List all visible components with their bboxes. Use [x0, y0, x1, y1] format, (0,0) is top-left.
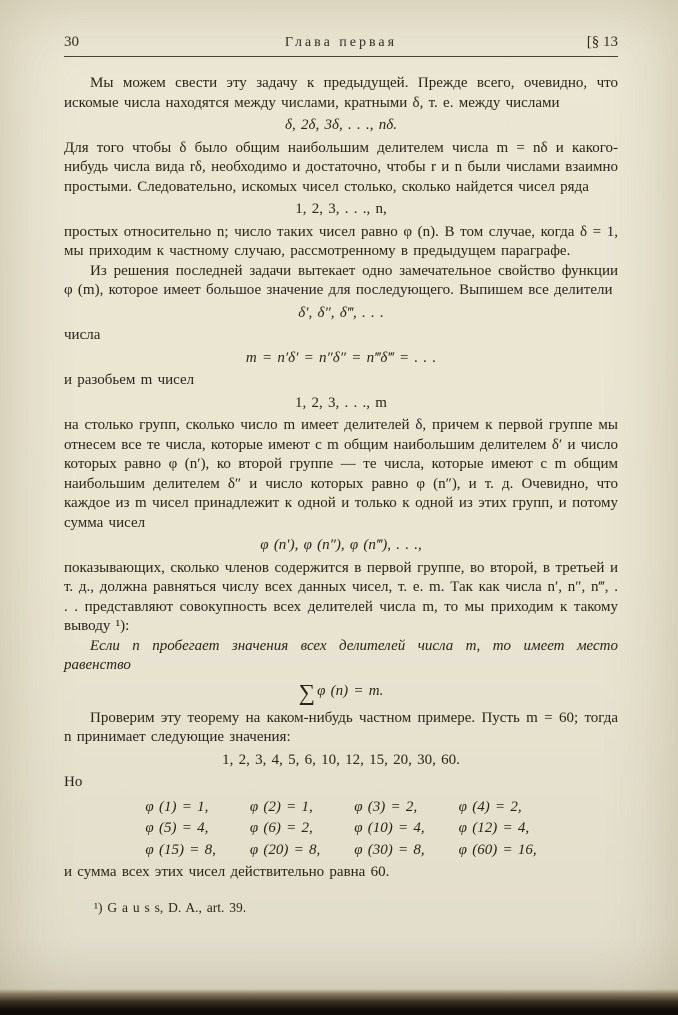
- phi-value-cell: φ (5) = 4,: [145, 820, 209, 836]
- page-bottom-shadow: [0, 989, 678, 1015]
- paragraph-sum-equals-m: показывающих, сколько членов содержится в первой группе, во второй, в третьей и т. д., должна равняться числу всех данных чисел, т. е. m. Так как числа n′, n″, n‴, . . . представляют совокупность всех делителей числа m, то мы приходим к такому выводу ¹):: [64, 559, 618, 634]
- sum-phi-expression: φ (n) = m.: [317, 683, 384, 700]
- footnote-gauss: ¹) G a u s s, D. A., art. 39.: [94, 899, 247, 915]
- paragraph-coprime-count: простых относительно n; число таких чисел равно φ (n). В том случае, когда δ = 1, мы приходим к частному случаю, рассмотренному в предыдущем параграфе.: [64, 223, 618, 259]
- phi-value-cell: φ (6) = 2,: [249, 820, 313, 836]
- phi-value-cell: φ (1) = 1,: [145, 798, 209, 815]
- page-content: [64, 34, 618, 917]
- header-rule: [64, 56, 618, 57]
- phi-table-row: [128, 818, 553, 840]
- running-title: Глава первая: [284, 35, 398, 50]
- paragraph-conclusion: и сумма всех этих чисел действительно равна 60.: [64, 864, 390, 880]
- phi-table-row: [128, 797, 553, 819]
- paragraph-intro: Мы можем свести эту задачу к предыдущей. Прежде всего, очевидно, что искомые числа находятся между числами, кратными δ, т. е. между числами: [64, 75, 618, 111]
- theorem-statement: Если n пробегает значения всех делителей числа m, то имеет место равенство: [64, 637, 618, 673]
- formula-divisors-of-60: 1, 2, 3, 4, 5, 6, 10, 12, 15, 20, 30, 60.: [222, 751, 460, 768]
- phi-value-cell: φ (20) = 8,: [249, 841, 321, 858]
- phi-value-cell: φ (10) = 4,: [354, 820, 425, 836]
- paragraph-property-intro: Из решения последней задачи вытекает одно замечательное свойство функции φ (m), которое имеет большое значение для последующего. Выпишем все делители: [64, 262, 618, 298]
- page-number: 30: [64, 34, 79, 50]
- formula-divisors-list: δ′, δ″, δ‴, . . .: [298, 304, 384, 321]
- body-text: [64, 74, 618, 917]
- phi-value-cell: φ (4) = 2,: [458, 798, 522, 815]
- formula-number-row-m: 1, 2, 3, . . ., m: [295, 394, 387, 411]
- phi-value-cell: φ (30) = 8,: [354, 841, 425, 858]
- phi-value-cell: φ (3) = 2,: [354, 798, 418, 815]
- formula-m-decomposition: m = n′δ′ = n″δ″ = n‴δ‴ = . . .: [245, 349, 437, 366]
- phi-values-table: [128, 797, 553, 862]
- paragraph-gcd-condition: Для того чтобы δ было общим наибольшим делителем числа m = nδ и какого-нибудь числа вида rδ, необходимо и достаточно, чтобы r и n были числами взаимно простыми. Следовательно, искомых чисел столько, сколько найдется чисел ряда: [64, 139, 618, 195]
- section-reference: [§ 13: [586, 34, 618, 50]
- phi-value-cell: φ (2) = 1,: [249, 798, 313, 815]
- formula-phi-series: φ (n′), φ (n″), φ (n‴), . . .,: [260, 537, 422, 553]
- phi-value-cell: φ (15) = 8,: [145, 841, 216, 858]
- formula-number-row-n: 1, 2, 3, . . ., n,: [295, 201, 387, 217]
- formula-delta-series: δ, 2δ, 3δ, . . ., nδ.: [285, 117, 397, 133]
- phi-table-row: [128, 840, 553, 862]
- formula-sum-phi: [64, 681, 618, 704]
- phi-value-cell: φ (60) = 16,: [458, 841, 537, 858]
- paragraph-no: Но: [64, 774, 83, 790]
- paragraph-example-intro: Проверим эту теорему на каком-нибудь частном примере. Пусть m = 60; тогда n принимает следующие значения:: [64, 709, 618, 745]
- paragraph-chisla: числа: [64, 327, 101, 343]
- phi-value-cell: φ (12) = 4,: [458, 820, 530, 836]
- sigma-symbol: ∑: [298, 679, 316, 705]
- running-header: [64, 34, 618, 51]
- paragraph-split-m: и разобьем m чисел: [64, 372, 195, 388]
- paragraph-groups: на столько групп, сколько число m имеет делителей δ, причем к первой группе мы отнесем все те числа, которые имеют с m общим наибольшим делителем δ′ и число которых равно φ (n′), ко второй группе — те числа, которые имеют с m общим наибольшим делителем δ″ и число которых равно φ (n″), и т. д. Очевидно, что каждое из m чисел принадлежит к одной и только к одной из этих групп, и потому сумма чисел: [64, 417, 618, 531]
